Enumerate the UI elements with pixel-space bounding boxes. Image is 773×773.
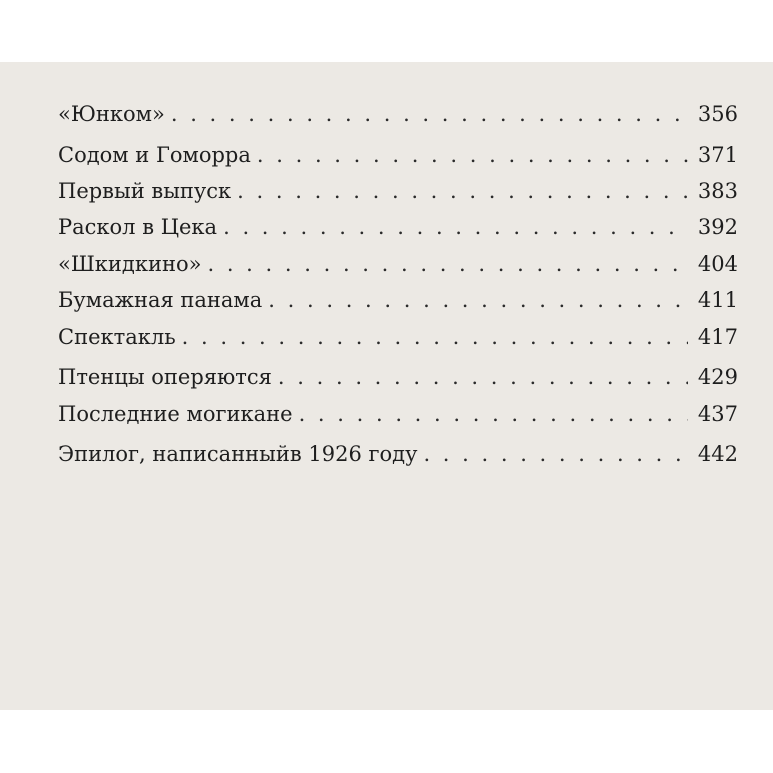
toc-entry [58,288,738,322]
toc-entry [58,402,738,436]
toc-entry-page: 417 [697,325,738,349]
toc-entry-page: 392 [697,215,738,239]
toc-dot-leader [182,325,688,349]
toc-entry-title: Эпилог, написанныйв 1926 году [58,442,418,466]
toc-dot-leader [207,252,688,276]
toc-dot-leader [278,365,688,389]
toc-entry-page: 437 [697,402,738,426]
toc-entry [58,215,738,249]
toc-entry-title: Раскол в Цека [58,215,218,239]
toc-entry-title: Последние могикане [58,402,293,426]
toc-dot-leader [237,179,688,203]
toc-entry [58,365,738,399]
toc-entry-page: 404 [697,252,738,276]
toc-entry-page: 411 [697,288,738,312]
toc-entry [58,143,738,177]
toc-entry [58,102,738,136]
toc-entry [58,442,738,476]
toc-dot-leader [299,402,688,426]
toc-entry [58,179,738,213]
toc-entry-title: Бумажная панама [58,288,263,312]
toc-entry-title: Спектакль [58,325,176,349]
book-page [0,62,773,710]
toc-entry-title: «Юнком» [58,102,165,126]
toc-dot-leader [268,288,688,312]
toc-entry-page: 429 [697,365,738,389]
toc-entry-title: Содом и Гоморра [58,143,251,167]
toc-dot-leader [257,143,688,167]
toc-entry-title: Первый выпуск [58,179,232,203]
toc-entry-page: 442 [697,442,738,466]
toc-entry [58,252,738,286]
toc-dot-leader [171,102,688,126]
toc-dot-leader [223,215,688,239]
toc-entry-page: 383 [697,179,738,203]
toc-entry-title: Птенцы оперяются [58,365,272,389]
toc-entry [58,325,738,359]
toc-entry-page: 371 [697,143,738,167]
toc-entry-page: 356 [697,102,738,126]
toc-dot-leader [423,442,688,466]
toc-entry-title: «Шкидкино» [58,252,202,276]
